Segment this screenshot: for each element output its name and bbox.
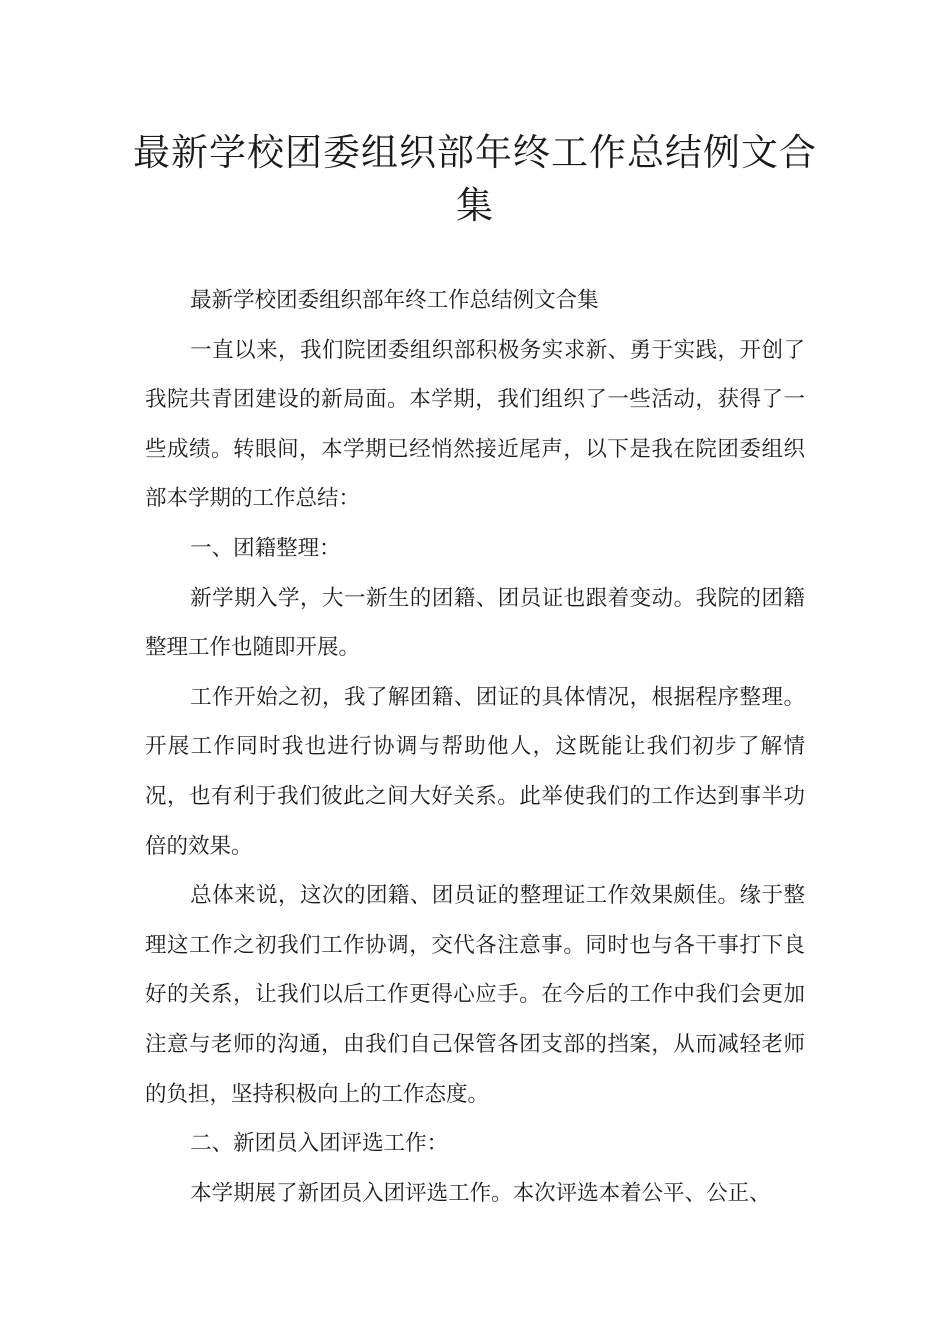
paragraph: 新学期入学，大一新生的团籍、团员证也跟着变动。我院的团籍整理工作也随即开展。	[145, 585, 805, 661]
document-body	[145, 276, 805, 1218]
section-heading-2: 二、新团员入团评选工作：	[190, 1131, 449, 1157]
section-heading-1: 一、团籍整理：	[190, 535, 341, 561]
paragraph: 总体来说，这次的团籍、团员证的整理证工作效果颇佳。缘于整理这工作之初我们工作协调，交代各注意事。同时也与各干事打下良好的关系，让我们以后工作更得心应手。在今后的工作中我们会更加注意与老师的沟通，由我们自己保管各团支部的挡案，从而减轻老师的负担，坚持积极向上的工作态度。	[145, 883, 805, 1107]
paragraph: 本学期展了新团员入团评选工作。本次评选本着公平、公正、	[190, 1180, 771, 1206]
paragraph-subtitle: 最新学校团委组织部年终工作总结例文合集	[190, 288, 599, 313]
document-title: 最新学校团委组织部年终工作总结例文合集	[133, 131, 817, 227]
paragraph: 工作开始之初，我了解团籍、团证的具体情况，根据程序整理。开展工作同时我也进行协调与帮助他人，这既能让我们初步了解情况，也有利于我们彼此之间大好关系。此举使我们的工作达到事半功倍的效果。	[145, 684, 805, 859]
paragraph-intro: 一直以来，我们院团委组织部积极务实求新、勇于实践，开创了我院共青团建设的新局面。本学期，我们组织了一些活动，获得了一些成绩。转眼间，本学期已经悄然接近尾声，以下是我在院团委组织部本学期的工作总结：	[145, 337, 805, 512]
